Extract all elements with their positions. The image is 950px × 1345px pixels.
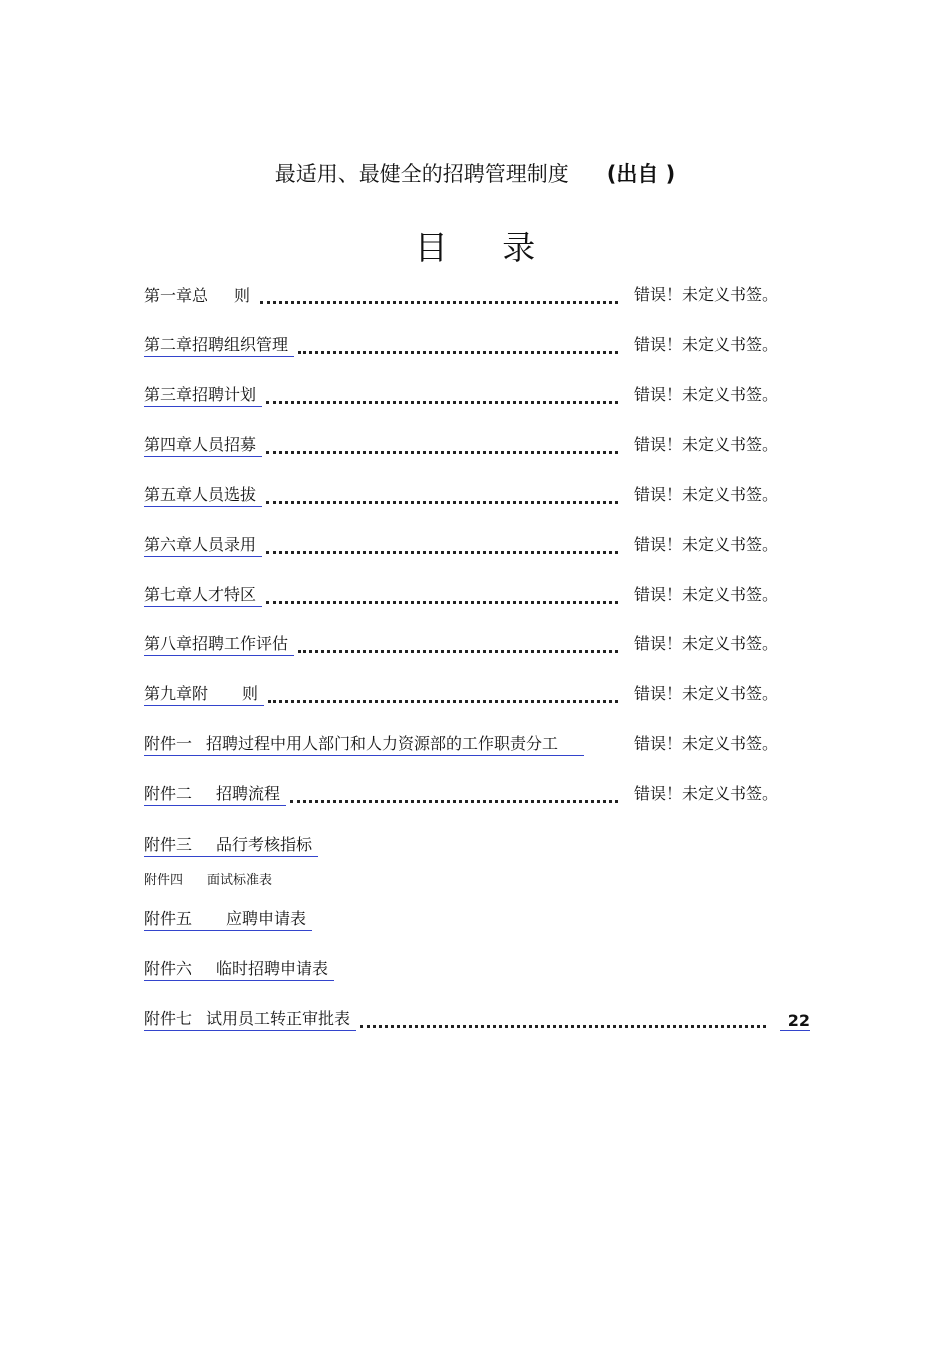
toc-page-ref: 错误！未定义书签。 (634, 535, 779, 554)
toc-entry-chapter-2[interactable] (144, 331, 810, 357)
toc-entry-appendix-4[interactable] (144, 866, 810, 892)
toc-entry-appendix-5[interactable] (144, 905, 810, 931)
toc-label: 附件三 (144, 835, 193, 854)
toc-label: 附件六 (144, 959, 193, 978)
toc-entry-chapter-3[interactable] (144, 381, 810, 407)
toc-label-suffix: 临时招聘申请表 (216, 959, 329, 978)
toc-label: 第六章人员录用 (144, 535, 262, 557)
toc-label: 附件七 (144, 1009, 193, 1028)
toc-label: 第三章招聘计划 (144, 385, 262, 407)
title-source: (出自 ) (606, 162, 676, 186)
toc-label: 附件五 (144, 909, 193, 928)
toc-entry-chapter-8[interactable] (144, 630, 810, 656)
toc-leader-dots (298, 649, 618, 653)
toc-heading: 目 录 (414, 228, 558, 267)
toc-leader-dots (298, 350, 618, 354)
toc-label: 第一章总 (144, 286, 209, 305)
toc-entry-appendix-2[interactable] (144, 780, 810, 806)
toc-entry-chapter-9[interactable] (144, 680, 810, 706)
toc-page-ref: 错误！未定义书签。 (634, 684, 779, 703)
toc-label: 第五章人员选拔 (144, 485, 262, 507)
toc-page-ref: 错误！未定义书签。 (634, 335, 779, 354)
toc-label-suffix: 试用员工转正审批表 (206, 1009, 351, 1028)
toc-page-ref: 错误！未定义书签。 (634, 285, 779, 304)
toc-label-suffix: 则 (234, 286, 251, 305)
toc-label: 第二章招聘组织管理 (144, 335, 294, 357)
toc-page-ref: 错误！未定义书签。 (634, 435, 779, 454)
toc-label-suffix: 招聘过程中用人部门和人力资源部的工作职责分工 (206, 734, 559, 753)
toc-entry-chapter-6[interactable] (144, 531, 810, 557)
document-title (0, 158, 950, 188)
toc-entry-appendix-1[interactable] (144, 730, 810, 756)
toc-page-ref: 错误！未定义书签。 (634, 385, 779, 404)
toc-leader-dots (266, 500, 618, 504)
toc-leader-dots (266, 450, 618, 454)
toc-entry-appendix-3[interactable] (144, 831, 810, 857)
toc-page-ref: 错误！未定义书签。 (634, 734, 779, 753)
toc-entry-appendix-7[interactable] (144, 1005, 810, 1031)
toc-leader-dots (266, 550, 618, 554)
toc-label: 附件二 (144, 784, 193, 803)
toc-label-suffix: 品行考核指标 (216, 835, 313, 854)
toc-entry-chapter-5[interactable] (144, 481, 810, 507)
toc-label: 第八章招聘工作评估 (144, 634, 294, 656)
toc-leader-dots (268, 699, 618, 703)
toc-page-ref: 错误！未定义书签。 (634, 485, 779, 504)
toc-label: 第九章附 (144, 684, 209, 703)
toc-leader-dots (266, 600, 618, 604)
toc-entry-chapter-4[interactable] (144, 431, 810, 457)
toc-leader-dots (260, 300, 618, 304)
toc-page-ref: 错误！未定义书签。 (634, 634, 779, 653)
toc-entry-chapter-1[interactable] (144, 281, 810, 307)
toc-label: 第四章人员招募 (144, 435, 262, 457)
toc-label: 第七章人才特区 (144, 585, 262, 607)
toc-label-suffix: 应聘申请表 (226, 909, 307, 928)
toc-label: 附件一 (144, 734, 193, 753)
toc-leader-dots (360, 1024, 766, 1028)
toc-entry-appendix-6[interactable] (144, 955, 810, 981)
title-text: 最适用、最健全的招聘管理制度 (274, 162, 569, 186)
toc-label-suffix: 则 (242, 684, 259, 703)
toc-label-suffix: 面试标准表 (207, 873, 273, 888)
toc-page-ref: 错误！未定义书签。 (634, 585, 779, 604)
toc-entry-chapter-7[interactable] (144, 581, 810, 607)
toc-leader-dots (290, 799, 618, 803)
toc-label: 附件四 (144, 873, 184, 888)
toc-leader-dots (266, 400, 618, 404)
toc-page-number: 22 (780, 1012, 810, 1031)
toc-page-ref: 错误！未定义书签。 (634, 784, 779, 803)
toc-label-suffix: 招聘流程 (216, 784, 281, 803)
